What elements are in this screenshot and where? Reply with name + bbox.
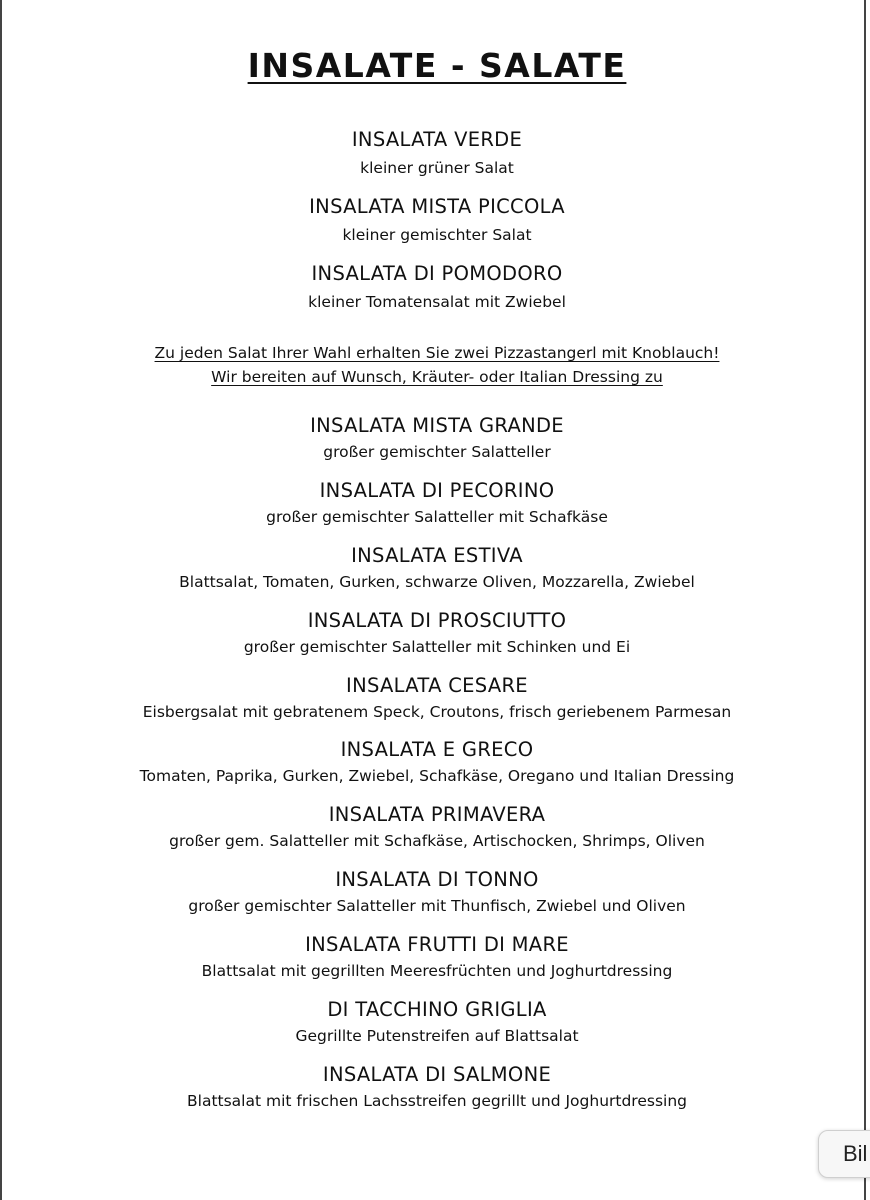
menu-item-name: INSALATA DI PROSCIUTTO — [307, 609, 567, 632]
menu-item-description: kleiner gemischter Salat — [342, 226, 532, 244]
menu-item-name: INSALATA MISTA GRANDE — [310, 414, 564, 437]
menu-item-name: DI TACCHINO GRIGLIA — [327, 998, 547, 1021]
menu-item-description: Tomaten, Paprika, Gurken, Zwiebel, Schafkäse, Oregano und Italian Dressing — [139, 767, 735, 785]
menu-item-name: INSALATA CESARE — [346, 674, 528, 697]
menu-item-name: INSALATA DI SALMONE — [322, 1063, 552, 1086]
menu-item-description: großer gemischter Salatteller mit Schinken und Ei — [243, 638, 631, 656]
menu-item-name: INSALATA MISTA PICCOLA — [309, 195, 565, 218]
menu-item-name: INSALATA DI TONNO — [335, 868, 539, 891]
menu-item-description: großer gem. Salatteller mit Schafkäse, Artischocken, Shrimps, Oliven — [169, 832, 705, 850]
menu-item-description: kleiner Tomatensalat mit Zwiebel — [308, 293, 566, 311]
menu-item-name: INSALATA PRIMAVERA — [328, 803, 546, 826]
menu-item-name: INSALATA VERDE — [351, 128, 523, 151]
menu-item-name: INSALATA DI PECORINO — [319, 479, 555, 502]
bil-button[interactable]: Bil — [818, 1130, 870, 1178]
menu-item-description: großer gemischter Salatteller — [323, 443, 551, 461]
menu-note-line: Wir bereiten auf Wunsch, Kräuter- oder Italian Dressing zu — [211, 368, 663, 386]
menu-item-description: großer gemischter Salatteller mit Schafkäse — [266, 508, 608, 526]
menu-item-description: Blattsalat mit gegrillten Meeresfrüchten und Joghurtdressing — [201, 962, 673, 980]
menu-item-description: Gegrillte Putenstreifen auf Blattsalat — [295, 1027, 579, 1045]
menu-item-description: Blattsalat, Tomaten, Gurken, schwarze Oliven, Mozzarella, Zwiebel — [179, 573, 695, 591]
menu-item-description: kleiner grüner Salat — [360, 159, 514, 177]
menu-item-name: INSALATA DI POMODORO — [311, 262, 563, 285]
menu-item-name: INSALATA E GRECO — [340, 738, 534, 761]
menu-note-line: Zu jeden Salat Ihrer Wahl erhalten Sie zwei Pizzastangerl mit Knoblauch! — [154, 344, 720, 362]
menu-item-description: Eisbergsalat mit gebratenem Speck, Croutons, frisch geriebenem Parmesan — [142, 703, 732, 721]
menu-item-description: großer gemischter Salatteller mit Thunfisch, Zwiebel und Oliven — [188, 897, 686, 915]
page-title: INSALATE - SALATE — [247, 46, 627, 85]
menu-item-name: INSALATA FRUTTI DI MARE — [305, 933, 569, 956]
menu-item-description: Blattsalat mit frischen Lachsstreifen gegrillt und Joghurtdressing — [187, 1092, 687, 1110]
menu-item-name: INSALATA ESTIVA — [351, 544, 523, 567]
